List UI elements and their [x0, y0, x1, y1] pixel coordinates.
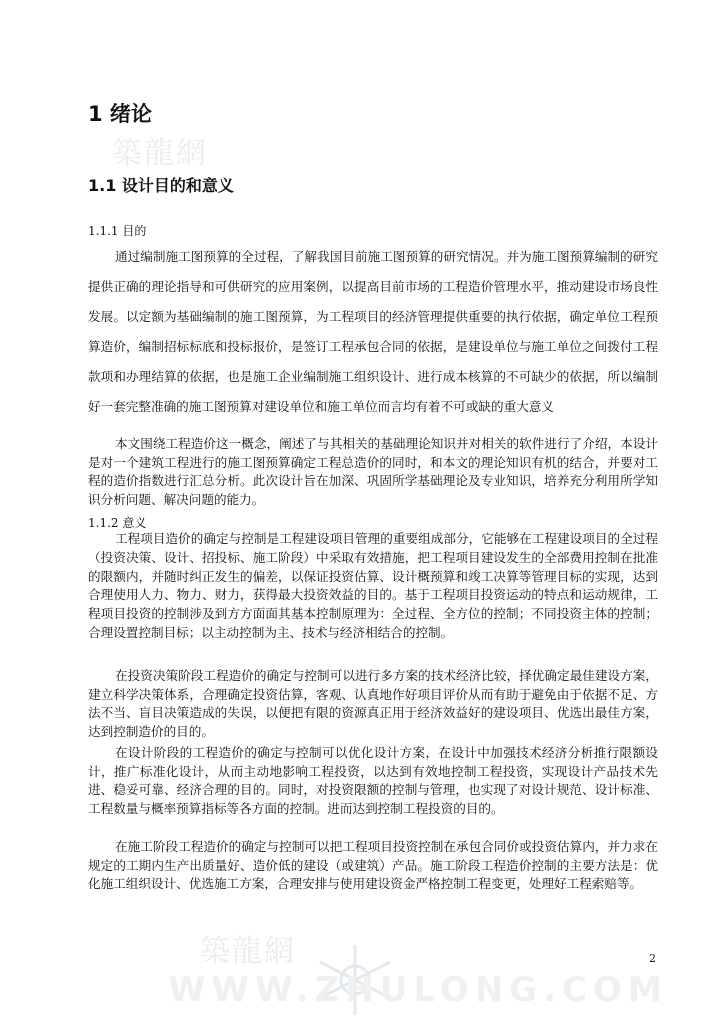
chapter-title: 1 绪论 [88, 102, 152, 126]
subsection-heading-significance: 1.1.2 意义 [88, 516, 147, 530]
paragraph-significance: 工程项目造价的确定与控制是工程建设项目管理的重要组成部分，它能够在工程建设项目的全过程（投资决策、设计、招投标、施工阶段）中采取有效措施，把工程项目建设发生的全部费用控制在批准的限额内，并随时纠正发生的偏差，以保证投资估算、设计概预算和竣工决算等管理目标的实现，达到合理使用人力、物力、财力，获得最大投资效益的目的。基于工程项目投资运动的特点和运动规律，工程项目投资的控制涉及到方方面面其基本控制原理为：全过程、全方位的控制；不同投资主体的控制；合理设置控制目标；以主动控制为主、技术与经济相结合的控制。 [88, 531, 658, 640]
paragraph-decision-stage: 在投资决策阶段工程造价的确定与控制可以进行多方案的技术经济比较，择优确定最佳建设方案，建立科学决策体系，合理确定投资估算，客观、认真地作好项目评价从而有助于避免由于依据不足、方法不当、盲目决策造成的失误，以便把有限的资源真正用于经济效益好的建设项目、优选出最佳方案，达到控制造价的目的。 [88, 668, 658, 739]
watermark-url: WWW.ZHULONG.COM [168, 970, 668, 1010]
section-title: 1.1 设计目的和意义 [88, 176, 234, 195]
watermark-bottom: 築龍網 [200, 934, 296, 969]
paragraph-overview: 本文围绕工程造价这一概念，阐述了与其相关的基础理论知识并对相关的软件进行了介绍，本设计是对一个建筑工程进行的施工图预算确定工程总造价的同时，和本文的理论知识有机的结合，并要对工程的造价指数进行汇总分析。此次设计旨在加深、巩固所学基础理论及专业知识，培养充分利用所学知识分析问题、解决问题的能力。 [88, 436, 658, 507]
paragraph-design-stage: 在设计阶段的工程造价的确定与控制可以优化设计方案，在设计中加强技术经济分析推行限额设计，推广标准化设计，从而主动地影响工程投资，以达到有效地控制工程投资，实现设计产品技术先进、稳妥可靠、经济合理的目的。同时，对投资限额的控制与管理，也实现了对设计规范、设计标准、工程数量与概率预算指标等各方面的控制。进而达到控制工程投资的目的。 [88, 745, 658, 816]
paragraph-purpose: 通过编制施工图预算的全过程，了解我国目前施工图预算的研究情况。并为施工图预算编制的研究提供正确的理论指导和可供研究的应用案例，以提高目前市场的工程造价管理水平，推动建设市场良性发展。以定额为基础编制的施工图预算，为工程项目的经济管理提供重要的执行依据，确定单位工程预算造价，编制招标标底和投标报价，是签订工程承包合同的依据，是建设单位与施工单位之间拨付工程款项和办理结算的依据，也是施工企业编制施工组织设计、进行成本核算的不可缺少的依据，所以编制好一套完整准确的施工图预算对建设单位和施工单位而言均有着不可或缺的重大意义 [88, 249, 658, 414]
subsection-heading-purpose: 1.1.1 目的 [88, 224, 147, 238]
paragraph-construction-stage: 在施工阶段工程造价的确定与控制可以把工程项目投资控制在承包合同价或投资估算内，并力求在规定的工期内生产出质量好、造价低的建设（或建筑）产品。施工阶段工程造价控制的主要方法是：优化施工组织设计、优选施工方案，合理安排与使用建设资金严格控制工程变更，处理好工程索赔等。 [88, 839, 658, 892]
page-number: 2 [649, 952, 656, 965]
watermark-top: 築龍網 [112, 136, 208, 171]
